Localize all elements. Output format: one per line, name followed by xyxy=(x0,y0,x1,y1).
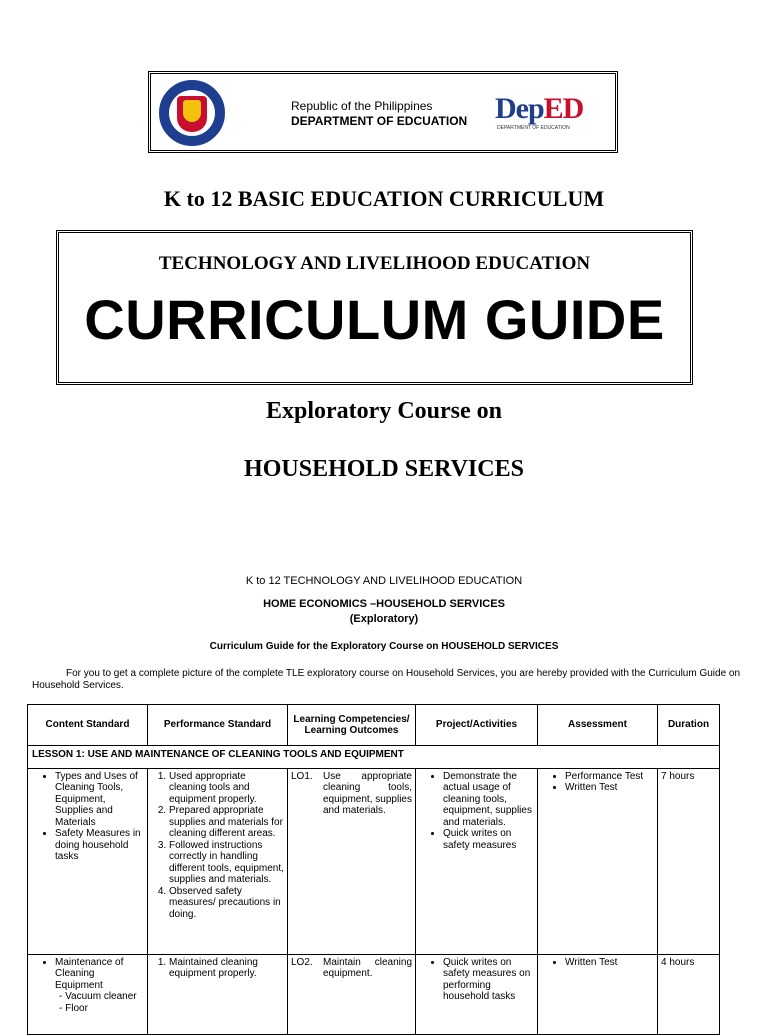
duration-cell: 4 hours xyxy=(658,954,720,1034)
performance-standard-cell xyxy=(148,954,288,1034)
deped-seal-icon xyxy=(159,80,225,146)
list-item: 4. Observed safety measures/ precautions in doing. xyxy=(169,886,284,921)
list-item: • Performance Test xyxy=(565,771,654,783)
table-row xyxy=(28,768,720,954)
sub-list-item: - Vacuum cleaner xyxy=(69,991,144,1003)
content-item-text: Maintenance of Cleaning Equipment xyxy=(55,956,124,991)
content-standard-cell xyxy=(28,768,148,954)
assessment-cell xyxy=(538,768,658,954)
list-item: • Safety Measures in doing household tasks xyxy=(55,828,144,863)
tle-heading: TECHNOLOGY AND LIVELIHOOD EDUCATION xyxy=(158,253,591,274)
header-assessment: Assessment xyxy=(538,705,658,746)
list-item: 1. Used appropriate cleaning tools and equipment properly. xyxy=(169,771,284,806)
activities-cell xyxy=(416,768,538,954)
table-header-row xyxy=(28,705,720,746)
tle-subheading: K to 12 TECHNOLOGY AND LIVELIHOOD EDUCATION xyxy=(245,575,523,587)
content-standard-cell xyxy=(28,954,148,1034)
list-item: • Written Test xyxy=(565,957,654,969)
header-duration: Duration xyxy=(658,705,720,746)
list-item: 2. Prepared appropriate supplies and materials for cleaning different areas. xyxy=(169,805,284,840)
header-content-standard: Content Standard xyxy=(28,705,148,746)
list-item: • Written Test xyxy=(565,782,654,794)
curriculum-table xyxy=(27,704,720,1035)
intro-paragraph: For you to get a complete picture of the complete TLE exploratory course on Household Services, you are hereby provided with the Curriculum Guide on Household Services. xyxy=(32,668,741,691)
lo-number: LO2. xyxy=(291,956,313,968)
curriculum-guide-title: CURRICULUM GUIDE xyxy=(84,288,665,351)
header-activities: Project/Activities xyxy=(416,705,538,746)
list-item: • Quick writes on safety measures on performing household tasks xyxy=(443,957,534,1003)
header-learning-competencies: Learning Competencies/ Learning Outcomes xyxy=(288,705,416,746)
duration-cell: 7 hours xyxy=(658,768,720,954)
learning-outcome-cell xyxy=(288,954,416,1034)
performance-standard-cell xyxy=(148,768,288,954)
exploratory-label: (Exploratory) xyxy=(349,613,419,625)
department-header xyxy=(148,71,618,153)
sub-list-item: - Floor xyxy=(69,1003,144,1015)
lesson-row xyxy=(28,746,720,769)
activities-cell xyxy=(416,954,538,1034)
assessment-cell xyxy=(538,954,658,1034)
course-heading: HOUSEHOLD SERVICES xyxy=(244,456,524,482)
department-text: DEPARTMENT OF EDCUATION xyxy=(291,114,468,128)
lo-text: Maintain cleaning equipment. xyxy=(323,956,412,979)
curriculum-heading: K to 12 BASIC EDUCATION CURRICULUM xyxy=(163,186,605,211)
list-item: 1. Maintained cleaning equipment properly. xyxy=(169,957,284,980)
republic-text: Republic of the Philippines xyxy=(291,99,433,113)
home-economics-subheading: HOME ECONOMICS –HOUSEHOLD SERVICES xyxy=(263,598,505,610)
lo-text: Use appropriate cleaning tools, equipment, supplies and materials. xyxy=(323,770,412,816)
list-item: • Types and Uses of Cleaning Tools, Equipment, Supplies and Materials xyxy=(55,771,144,829)
guide-caption: Curriculum Guide for the Exploratory Course on HOUSEHOLD SERVICES xyxy=(209,641,559,652)
deped-logo: DepED xyxy=(495,92,584,125)
exploratory-heading: Exploratory Course on xyxy=(266,398,502,424)
list-item xyxy=(55,957,144,1015)
list-item: • Quick writes on safety measures xyxy=(443,828,534,851)
guide-title-box xyxy=(56,230,693,385)
learning-outcome-cell xyxy=(288,768,416,954)
lo-number: LO1. xyxy=(291,770,313,782)
deped-logo-subtitle: DEPARTMENT OF EDUCATION xyxy=(497,125,570,131)
lesson-title: LESSON 1: USE AND MAINTENANCE OF CLEANING TOOLS AND EQUIPMENT xyxy=(28,746,720,769)
list-item: • Demonstrate the actual usage of cleaning tools, equipment, supplies and materials. xyxy=(443,771,534,829)
table-row xyxy=(28,954,720,1034)
list-item: 3. Followed instructions correctly in handling different tools, equipment, supplies and materials. xyxy=(169,840,284,886)
header-performance-standard: Performance Standard xyxy=(148,705,288,746)
